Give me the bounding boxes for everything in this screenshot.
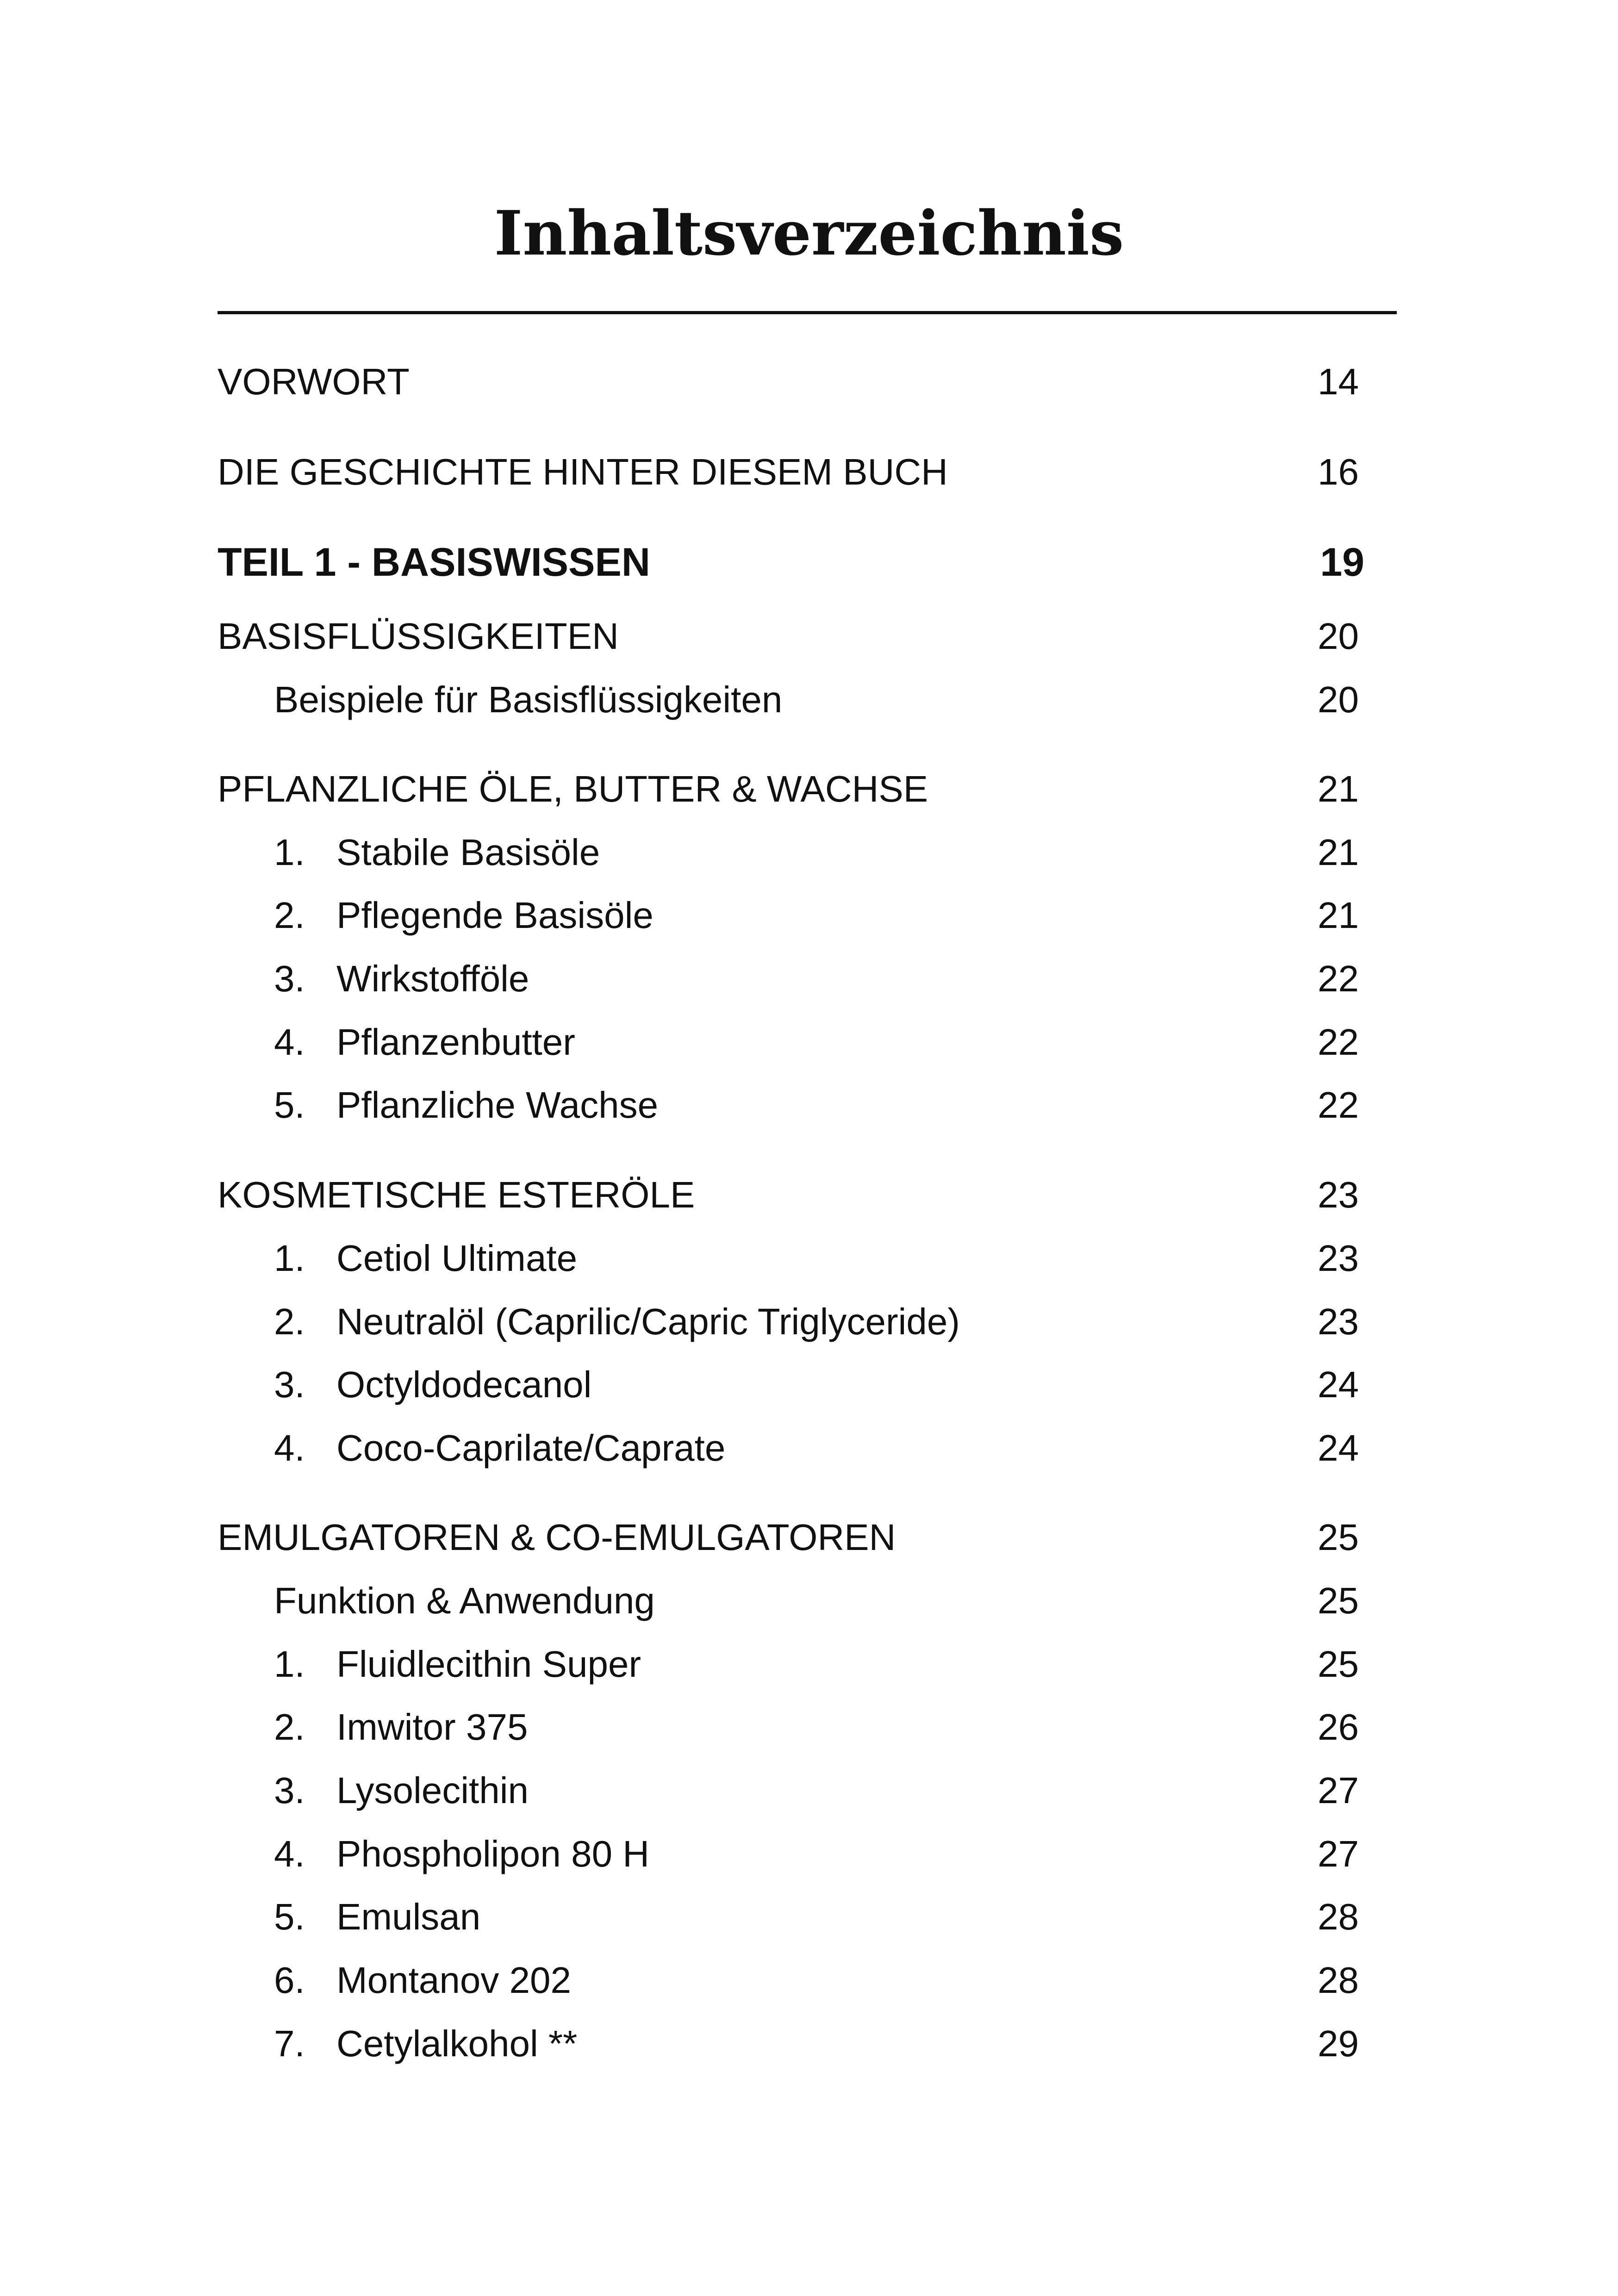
toc-part-page: 19 xyxy=(1320,540,1364,585)
toc-subentry-page: 23 xyxy=(1318,1238,1359,1279)
toc-subentry-number: 1. xyxy=(274,1643,305,1685)
toc-subentry-number: 3. xyxy=(274,1770,305,1811)
toc-subentry-neutraloel[interactable] xyxy=(0,1296,1618,1347)
toc-entry-vorwort[interactable] xyxy=(0,356,1618,407)
toc-subentry-label: Pflanzliche Wachse xyxy=(336,1084,659,1126)
toc-subentry-label: Emulsan xyxy=(336,1896,481,1937)
toc-subentry-number: 6. xyxy=(274,1960,305,2001)
toc-entry-label: KOSMETISCHE ESTERÖLE xyxy=(218,1174,695,1215)
toc-subentry-emulsan[interactable] xyxy=(0,1892,1618,1942)
toc-subentry-phospholipon[interactable] xyxy=(0,1829,1618,1879)
toc-subentry-stabile-basisoele[interactable] xyxy=(0,827,1618,878)
toc-entry-label: DIE GESCHICHTE HINTER DIESEM BUCH xyxy=(218,451,948,492)
toc-subentry-label: Pflegende Basisöle xyxy=(336,895,653,936)
toc-subentry-page: 22 xyxy=(1318,1084,1359,1126)
toc-subentry-imwitor-375[interactable] xyxy=(0,1702,1618,1753)
toc-subentry-page: 24 xyxy=(1318,1427,1359,1468)
toc-subentry-label: Imwitor 375 xyxy=(336,1706,528,1748)
toc-entry-page: 25 xyxy=(1318,1517,1359,1558)
toc-entry-page: 16 xyxy=(1318,451,1359,492)
toc-entry-kosmetische-esteroele[interactable] xyxy=(0,1170,1618,1220)
title-divider xyxy=(218,311,1397,314)
toc-subentry-number: 4. xyxy=(274,1427,305,1468)
toc-subentry-octyldodecanol[interactable] xyxy=(0,1359,1618,1410)
toc-subentry-pflanzenbutter[interactable] xyxy=(0,1017,1618,1068)
toc-subentry-page: 22 xyxy=(1318,958,1359,999)
toc-subentry-label: Octyldodecanol xyxy=(336,1364,592,1405)
toc-subentry-number: 5. xyxy=(274,1084,305,1126)
toc-subentry-page: 22 xyxy=(1318,1021,1359,1063)
toc-subentry-montanov-202[interactable] xyxy=(0,1955,1618,2006)
toc-subentry-label: Pflanzenbutter xyxy=(336,1021,575,1063)
toc-subentry-label: Coco-Caprilate/Caprate xyxy=(336,1427,726,1468)
toc-subentry-label: Neutralöl (Caprilic/Capric Triglyceride) xyxy=(336,1301,960,1342)
toc-subentry-pflegende-basisoele[interactable] xyxy=(0,890,1618,941)
toc-subentry-page: 23 xyxy=(1318,1301,1359,1342)
toc-subentry-label: Fluidlecithin Super xyxy=(336,1643,641,1685)
toc-subentry-label: Lysolecithin xyxy=(336,1770,529,1811)
toc-subentry-coco-caprilate[interactable] xyxy=(0,1423,1618,1474)
toc-subentry-page: 21 xyxy=(1318,895,1359,936)
toc-subentry-label: Cetiol Ultimate xyxy=(336,1238,578,1279)
toc-entry-page: 23 xyxy=(1318,1174,1359,1215)
toc-subentry-page: 26 xyxy=(1318,1706,1359,1748)
toc-subentry-page: 20 xyxy=(1318,679,1359,720)
toc-part-teil-1[interactable] xyxy=(0,537,1618,588)
toc-entry-page: 21 xyxy=(1318,768,1359,809)
toc-subentry-cetiol-ultimate[interactable] xyxy=(0,1233,1618,1284)
toc-subentry-number: 2. xyxy=(274,1301,305,1342)
toc-entry-label: EMULGATOREN & CO-EMULGATOREN xyxy=(218,1517,896,1558)
toc-part-label: TEIL 1 - BASISWISSEN xyxy=(218,540,650,585)
toc-subentry-page: 28 xyxy=(1318,1960,1359,2001)
toc-entry-emulgatoren[interactable] xyxy=(0,1512,1618,1563)
toc-subentry-number: 5. xyxy=(274,1896,305,1937)
toc-subentry-page: 24 xyxy=(1318,1364,1359,1405)
toc-subentry-page: 21 xyxy=(1318,832,1359,873)
toc-subentry-number: 2. xyxy=(274,1706,305,1748)
toc-subentry-page: 25 xyxy=(1318,1580,1359,1621)
toc-subentry-fluidlecithin-super[interactable] xyxy=(0,1639,1618,1690)
toc-subentry-page: 25 xyxy=(1318,1643,1359,1685)
toc-subentry-number: 1. xyxy=(274,1238,305,1279)
toc-subentry-label: Montanov 202 xyxy=(336,1960,572,2001)
page-title: Inhaltsverzeichnis xyxy=(494,198,1124,269)
toc-subentry-label: Phospholipon 80 H xyxy=(336,1833,650,1874)
toc-entry-label: VORWORT xyxy=(218,361,410,402)
toc-subentry-label: Wirkstofföle xyxy=(336,958,529,999)
toc-subentry-wirkstoffoele[interactable] xyxy=(0,953,1618,1004)
toc-subentry-lysolecithin[interactable] xyxy=(0,1765,1618,1816)
toc-subentry-page: 27 xyxy=(1318,1770,1359,1811)
toc-entry-pflanzliche-oele[interactable] xyxy=(0,764,1618,815)
toc-entry-label: PFLANZLICHE ÖLE, BUTTER & WACHSE xyxy=(218,768,928,809)
toc-entry-geschichte[interactable] xyxy=(0,447,1618,498)
toc-entry-label: BASISFLÜSSIGKEITEN xyxy=(218,616,619,657)
toc-subentry-beispiele[interactable] xyxy=(0,674,1618,725)
toc-subentry-number: 7. xyxy=(274,2023,305,2064)
toc-subentry-label: Stabile Basisöle xyxy=(336,832,600,873)
toc-subentry-label: Funktion & Anwendung xyxy=(274,1580,655,1621)
toc-subentry-page: 28 xyxy=(1318,1896,1359,1937)
toc-subentry-label: Cetylalkohol ** xyxy=(336,2023,578,2064)
toc-subentry-pflanzliche-wachse[interactable] xyxy=(0,1080,1618,1131)
toc-subentry-label: Beispiele für Basisflüssigkeiten xyxy=(274,679,783,720)
toc-subentry-number: 4. xyxy=(274,1833,305,1874)
toc-subentry-page: 27 xyxy=(1318,1833,1359,1874)
toc-subentry-number: 1. xyxy=(274,832,305,873)
toc-subentry-page: 29 xyxy=(1318,2023,1359,2064)
toc-subentry-number: 3. xyxy=(274,1364,305,1405)
toc-subentry-cetylalkohol[interactable] xyxy=(0,2018,1618,2069)
toc-subentry-number: 3. xyxy=(274,958,305,999)
toc-entry-page: 20 xyxy=(1318,616,1359,657)
toc-subentry-funktion-anwendung[interactable] xyxy=(0,1575,1618,1626)
toc-entry-page: 14 xyxy=(1318,361,1359,402)
toc-subentry-number: 4. xyxy=(274,1021,305,1063)
toc-entry-basisfluessigkeiten[interactable] xyxy=(0,611,1618,662)
toc-subentry-number: 2. xyxy=(274,895,305,936)
